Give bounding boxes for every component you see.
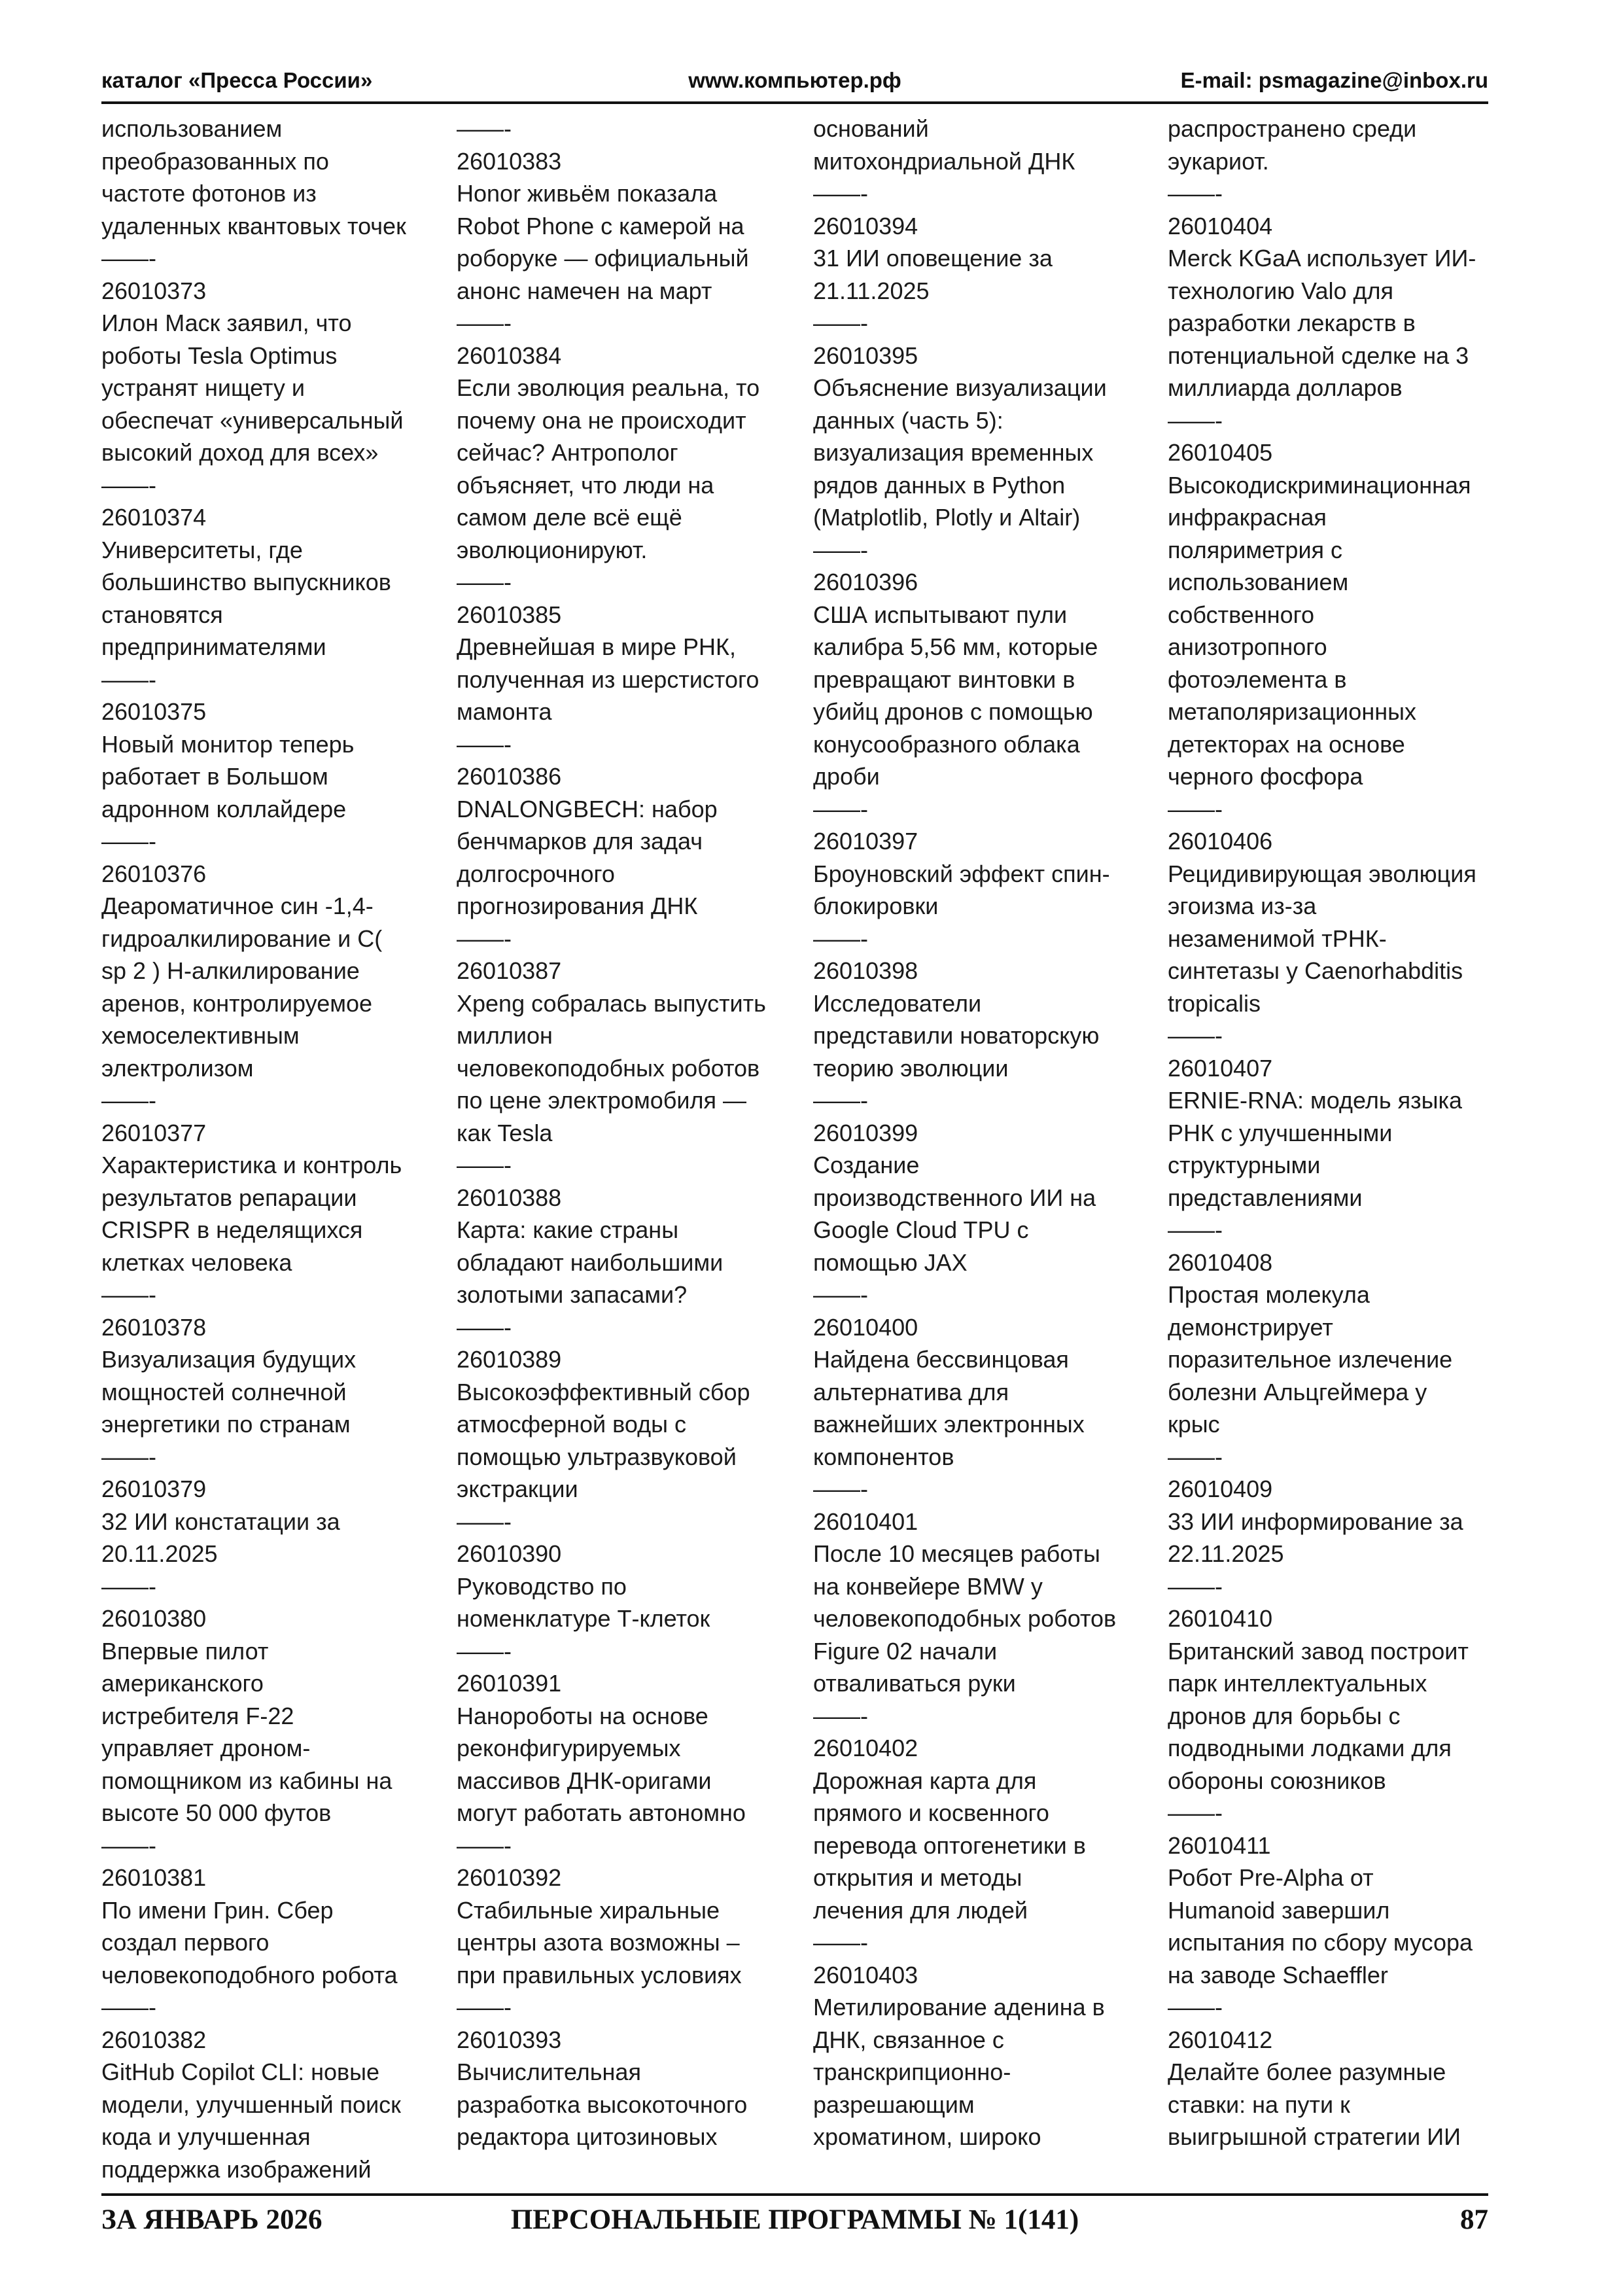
text-line: миллион bbox=[457, 1022, 553, 1049]
entry-separator: ——- bbox=[457, 1637, 512, 1665]
text-line: обеспечат «универсальный bbox=[101, 406, 404, 434]
entry-number: 26010395 bbox=[813, 342, 918, 369]
text-line: данных (часть 5): bbox=[813, 406, 1003, 434]
entry-number: 26010391 bbox=[457, 1670, 562, 1697]
text-line: энергетики по странам bbox=[101, 1411, 351, 1438]
text-line: отваливаться руки bbox=[813, 1670, 1016, 1697]
entry-number: 26010390 bbox=[457, 1540, 562, 1567]
text-line: испытания по сбору мусора bbox=[1168, 1929, 1473, 1956]
entry-number: 26010401 bbox=[813, 1508, 918, 1535]
text-line: распространено среди bbox=[1168, 115, 1417, 142]
entry-number: 26010375 bbox=[101, 698, 207, 725]
page-footer bbox=[101, 2197, 1488, 2243]
text-line: черного фосфора bbox=[1168, 763, 1363, 790]
text-line: технологию Valo для bbox=[1168, 277, 1393, 304]
text-line: управляет дроном- bbox=[101, 1735, 311, 1761]
entry-separator: ——- bbox=[813, 1475, 868, 1502]
entry-separator: ——- bbox=[1168, 180, 1223, 207]
text-line: самом деле всё ещё bbox=[457, 504, 682, 531]
text-line: Если эволюция реальна, то bbox=[457, 374, 760, 401]
text-line: DNALONGBECH: набор bbox=[457, 795, 718, 822]
text-line: Характеристика и контроль bbox=[101, 1152, 402, 1178]
text-line: (Matplotlib, Plotly и Altair) bbox=[813, 504, 1081, 531]
header-email: E-mail: psmagazine@inbox.ru bbox=[1180, 68, 1488, 92]
text-line: модели, улучшенный поиск bbox=[101, 2091, 401, 2118]
text-line: прямого и косвенного bbox=[813, 1799, 1049, 1826]
text-line: убийц дронов с помощью bbox=[813, 698, 1093, 725]
entry-number: 26010405 bbox=[1168, 439, 1273, 466]
text-line: золотыми запасами? bbox=[457, 1281, 688, 1308]
text-line: ERNIE-RNA: модель языка bbox=[1168, 1087, 1463, 1114]
text-line: конусообразного облака bbox=[813, 730, 1080, 758]
entry-separator: ——- bbox=[101, 1831, 156, 1859]
entry-number: 26010396 bbox=[813, 569, 918, 595]
entry-separator: ——- bbox=[1168, 1022, 1223, 1049]
text-line: поляриметрия с bbox=[1168, 536, 1343, 563]
text-line: мощностей солнечной bbox=[101, 1378, 347, 1405]
text-line: помощью ультразвуковой bbox=[457, 1443, 737, 1470]
entry-number: 26010387 bbox=[457, 957, 562, 984]
entry-separator: ——- bbox=[813, 180, 868, 207]
text-line: митохондриальной ДНК bbox=[813, 147, 1075, 175]
entry-number: 26010407 bbox=[1168, 1054, 1273, 1082]
text-line: предпринимателями bbox=[101, 633, 326, 660]
article-columns bbox=[101, 113, 1492, 2193]
text-line: человекоподобного робота bbox=[101, 1961, 398, 1988]
text-line: превращают винтовки в bbox=[813, 665, 1075, 693]
entry-number: 26010386 bbox=[457, 763, 562, 790]
text-line: удаленных квантовых точек bbox=[101, 212, 406, 239]
header-catalog: каталог «Пресса России» bbox=[101, 68, 373, 92]
entry-separator: ——- bbox=[1168, 795, 1223, 822]
text-line: 33 ИИ информирование за bbox=[1168, 1508, 1463, 1535]
text-line: структурными bbox=[1168, 1152, 1321, 1178]
text-line: аренов, контролируемое bbox=[101, 989, 373, 1017]
text-line: По имени Грин. Сбер bbox=[101, 1896, 334, 1924]
entry-number: 26010403 bbox=[813, 1961, 918, 1988]
text-line: как Tesla bbox=[457, 1119, 553, 1146]
text-line: атмосферной воды с bbox=[457, 1411, 686, 1438]
entry-number: 26010374 bbox=[101, 504, 207, 531]
entry-number: 26010380 bbox=[101, 1605, 207, 1632]
header-rule bbox=[101, 101, 1488, 104]
text-line: болезни Альцгеймера у bbox=[1168, 1378, 1427, 1405]
text-line: метаполяризационных bbox=[1168, 698, 1416, 725]
entry-separator: ——- bbox=[1168, 1994, 1223, 2021]
text-line: экстракции bbox=[457, 1475, 578, 1502]
entry-separator: ——- bbox=[813, 925, 868, 952]
text-line: могут работать автономно bbox=[457, 1799, 746, 1826]
text-line: Деароматичное син -1,4- bbox=[101, 892, 374, 919]
text-line: помощником из кабины на bbox=[101, 1767, 393, 1794]
entry-separator: ——- bbox=[457, 309, 512, 336]
text-line: эукариот. bbox=[1168, 147, 1269, 175]
text-line: американского bbox=[101, 1670, 264, 1697]
text-line: Создание bbox=[813, 1152, 920, 1178]
entry-number: 26010410 bbox=[1168, 1605, 1273, 1632]
text-line: номенклатуре Т-клеток bbox=[457, 1605, 710, 1632]
text-line: клетках человека bbox=[101, 1248, 292, 1276]
text-line: 22.11.2025 bbox=[1168, 1540, 1284, 1567]
text-line: демонстрирует bbox=[1168, 1313, 1333, 1341]
text-line: После 10 месяцев работы bbox=[813, 1540, 1100, 1567]
text-line: мамонта bbox=[457, 698, 552, 725]
text-line: хемоселективным bbox=[101, 1022, 300, 1049]
text-line: массивов ДНК-оригами bbox=[457, 1767, 712, 1794]
text-line: эволюционируют. bbox=[457, 536, 648, 563]
entry-separator: ——- bbox=[101, 245, 156, 272]
text-line: tropicalis bbox=[1168, 989, 1261, 1017]
entry-separator: ——- bbox=[813, 1702, 868, 1729]
entry-number: 26010382 bbox=[101, 2026, 207, 2053]
text-line: центры азота возможны – bbox=[457, 1929, 740, 1956]
text-line: 32 ИИ констатации за bbox=[101, 1508, 340, 1535]
text-line: оснований bbox=[813, 115, 929, 142]
text-line: Исследователи bbox=[813, 989, 982, 1017]
entry-separator: ——- bbox=[101, 471, 156, 499]
text-line: представили новаторскую bbox=[813, 1022, 1100, 1049]
text-line: представлениями bbox=[1168, 1184, 1363, 1211]
header-website: www.компьютер.рф bbox=[688, 68, 901, 92]
entry-separator: ——- bbox=[813, 795, 868, 822]
text-line: выигрышной стратегии ИИ bbox=[1168, 2123, 1461, 2150]
page-header bbox=[101, 64, 1488, 97]
text-line: по цене электромобиля — bbox=[457, 1087, 746, 1114]
text-line: ставки: на пути к bbox=[1168, 2091, 1350, 2118]
text-line: человекоподобных роботов bbox=[457, 1054, 760, 1082]
text-line: эгоизма из-за bbox=[1168, 892, 1317, 919]
text-line: высокий доход для всех» bbox=[101, 439, 379, 466]
text-line: работает в Большом bbox=[101, 763, 328, 790]
text-line: собственного bbox=[1168, 601, 1315, 628]
text-line: ДНК, связанное с bbox=[813, 2026, 1004, 2053]
text-line: Впервые пилот bbox=[101, 1637, 269, 1665]
text-line: парк интеллектуальных bbox=[1168, 1670, 1427, 1697]
text-line: незаменимой тРНК- bbox=[1168, 925, 1387, 952]
entry-number: 26010399 bbox=[813, 1119, 918, 1146]
entry-number: 26010379 bbox=[101, 1475, 207, 1502]
text-line: долгосрочного bbox=[457, 860, 615, 887]
text-line: поразительное излечение bbox=[1168, 1346, 1453, 1373]
entry-number: 26010409 bbox=[1168, 1475, 1273, 1502]
entry-separator: ——- bbox=[813, 309, 868, 336]
column-2 bbox=[457, 113, 787, 2153]
text-line: Дорожная карта для bbox=[813, 1767, 1037, 1794]
text-line: истребителя F-22 bbox=[101, 1702, 294, 1729]
text-line: детекторах на основе bbox=[1168, 730, 1405, 758]
text-line: Древнейшая в мире РНК, bbox=[457, 633, 736, 660]
page-number: 87 bbox=[1460, 2204, 1488, 2235]
entry-number: 26010381 bbox=[101, 1864, 207, 1891]
text-line: преобразованных по bbox=[101, 147, 329, 175]
text-line: результатов репарации bbox=[101, 1184, 357, 1211]
text-line: США испытывают пули bbox=[813, 601, 1068, 628]
text-line: фотоэлемента в bbox=[1168, 665, 1347, 693]
entry-separator: ——- bbox=[1168, 406, 1223, 434]
text-line: гидроалкилирование и С( bbox=[101, 925, 383, 952]
text-line: использованием bbox=[101, 115, 283, 142]
column-3 bbox=[813, 113, 1143, 2153]
text-line: 31 ИИ оповещение за bbox=[813, 245, 1053, 272]
entry-number: 26010394 bbox=[813, 212, 918, 239]
text-line: перевода оптогенетики в bbox=[813, 1831, 1086, 1859]
text-line: устранят нищету и bbox=[101, 374, 305, 401]
entry-separator: ——- bbox=[457, 1313, 512, 1341]
text-line: создал первого bbox=[101, 1929, 270, 1956]
text-line: Броуновский эффект спин- bbox=[813, 860, 1110, 887]
entry-separator: ——- bbox=[101, 1087, 156, 1114]
text-line: объясняет, что люди на bbox=[457, 471, 714, 499]
column-1 bbox=[101, 113, 432, 2185]
text-line: подводными лодками для bbox=[1168, 1735, 1452, 1761]
text-line: 21.11.2025 bbox=[813, 277, 930, 304]
text-line: адронном коллайдере bbox=[101, 795, 347, 822]
text-line: хроматином, широко bbox=[813, 2123, 1041, 2150]
entry-number: 26010412 bbox=[1168, 2026, 1273, 2053]
text-line: дронов для борьбы с bbox=[1168, 1702, 1401, 1729]
entry-number: 26010373 bbox=[101, 277, 207, 304]
entry-separator: ——- bbox=[813, 536, 868, 563]
text-line: частоте фотонов из bbox=[101, 180, 317, 207]
entry-separator: ——- bbox=[457, 569, 512, 595]
text-line: помощью JAX bbox=[813, 1248, 968, 1276]
text-line: CRISPR в неделящихся bbox=[101, 1216, 363, 1243]
text-line: Университеты, где bbox=[101, 536, 303, 563]
entry-number: 26010400 bbox=[813, 1313, 918, 1341]
text-line: почему она не происходит bbox=[457, 406, 746, 434]
text-line: компонентов bbox=[813, 1443, 954, 1470]
text-line: на заводе Schaeffler bbox=[1168, 1961, 1388, 1988]
text-line: бенчмарков для задач bbox=[457, 828, 703, 855]
entry-separator: ——- bbox=[1168, 1216, 1223, 1243]
entry-number: 26010376 bbox=[101, 860, 207, 887]
text-line: полученная из шерстистого bbox=[457, 665, 759, 693]
text-line: миллиарда долларов bbox=[1168, 374, 1403, 401]
text-line: Merck KGaA использует ИИ- bbox=[1168, 245, 1476, 272]
text-line: синтетазы у Caenorhabditis bbox=[1168, 957, 1463, 984]
text-line: Humanoid завершил bbox=[1168, 1896, 1390, 1924]
entry-separator: ——- bbox=[457, 115, 512, 142]
entry-number: 26010378 bbox=[101, 1313, 207, 1341]
text-line: Визуализация будущих bbox=[101, 1346, 357, 1373]
text-line: реконфигурируемых bbox=[457, 1735, 681, 1761]
text-line: 20.11.2025 bbox=[101, 1540, 218, 1567]
footer-magazine-title: ПЕРСОНАЛЬНЫЕ ПРОГРАММЫ № 1(141) bbox=[510, 2204, 1079, 2235]
text-line: производственного ИИ на bbox=[813, 1184, 1096, 1211]
entry-separator: ——- bbox=[101, 1994, 156, 2021]
text-line: при правильных условиях bbox=[457, 1961, 742, 1988]
text-line: GitHub Copilot CLI: новые bbox=[101, 2058, 380, 2085]
entry-number: 26010406 bbox=[1168, 828, 1273, 855]
text-line: становятся bbox=[101, 601, 223, 628]
text-line: РНК с улучшенными bbox=[1168, 1119, 1393, 1146]
entry-separator: ——- bbox=[457, 1831, 512, 1859]
text-line: рядов данных в Python bbox=[813, 471, 1066, 499]
text-line: sp 2 ) Н-алкилирование bbox=[101, 957, 360, 984]
entry-number: 26010393 bbox=[457, 2026, 562, 2053]
entry-separator: ——- bbox=[457, 730, 512, 758]
text-line: транскрипционно- bbox=[813, 2058, 1011, 2085]
text-line: сейчас? Антрополог bbox=[457, 439, 678, 466]
text-line: Высокодискриминационная bbox=[1168, 471, 1471, 499]
entry-separator: ——- bbox=[457, 925, 512, 952]
text-line: большинство выпускников bbox=[101, 569, 391, 595]
entry-separator: ——- bbox=[101, 1443, 156, 1470]
text-line: Объяснение визуализации bbox=[813, 374, 1107, 401]
text-line: Найдена бессвинцовая bbox=[813, 1346, 1069, 1373]
entry-number: 26010408 bbox=[1168, 1248, 1273, 1276]
text-line: человекоподобных роботов bbox=[813, 1605, 1117, 1632]
entry-number: 26010404 bbox=[1168, 212, 1273, 239]
entry-number: 26010384 bbox=[457, 342, 562, 369]
text-line: инфракрасная bbox=[1168, 504, 1327, 531]
text-line: Рецидивирующая эволюция bbox=[1168, 860, 1476, 887]
text-line: Робот Pre-Alpha от bbox=[1168, 1864, 1374, 1891]
entry-number: 26010397 bbox=[813, 828, 918, 855]
text-line: прогнозирования ДНК bbox=[457, 892, 698, 919]
text-line: роборуке — официальный bbox=[457, 245, 749, 272]
entry-separator: ——- bbox=[813, 1281, 868, 1308]
text-line: редактора цитозиновых bbox=[457, 2123, 718, 2150]
footer-rule bbox=[101, 2193, 1488, 2196]
text-line: блокировки bbox=[813, 892, 939, 919]
entry-separator: ——- bbox=[101, 665, 156, 693]
text-line: Honor живьём показала bbox=[457, 180, 718, 207]
entry-number: 26010383 bbox=[457, 147, 562, 175]
text-line: Robot Phone с камерой на bbox=[457, 212, 744, 239]
text-line: Карта: какие страны bbox=[457, 1216, 679, 1243]
text-line: Вычислительная bbox=[457, 2058, 641, 2085]
text-line: кода и улучшенная bbox=[101, 2123, 311, 2150]
text-line: обладают наибольшими bbox=[457, 1248, 724, 1276]
text-line: Figure 02 начали bbox=[813, 1637, 998, 1665]
entry-number: 26010411 bbox=[1168, 1831, 1271, 1859]
text-line: альтернатива для bbox=[813, 1378, 1009, 1405]
text-line: Делайте более разумные bbox=[1168, 2058, 1446, 2085]
text-line: калибра 5,56 мм, которые bbox=[813, 633, 1098, 660]
entry-separator: ——- bbox=[1168, 1799, 1223, 1826]
text-line: крыс bbox=[1168, 1411, 1220, 1438]
entry-separator: ——- bbox=[1168, 1572, 1223, 1600]
text-line: Новый монитор теперь bbox=[101, 730, 355, 758]
entry-separator: ——- bbox=[813, 1087, 868, 1114]
entry-separator: ——- bbox=[101, 1572, 156, 1600]
entry-number: 26010398 bbox=[813, 957, 918, 984]
entry-separator: ——- bbox=[457, 1152, 512, 1178]
column-4 bbox=[1168, 113, 1498, 2153]
text-line: разработки лекарств в bbox=[1168, 309, 1416, 336]
text-line: лечения для людей bbox=[813, 1896, 1028, 1924]
entry-number: 26010388 bbox=[457, 1184, 562, 1211]
text-line: визуализация временных bbox=[813, 439, 1094, 466]
entry-number: 26010389 bbox=[457, 1346, 562, 1373]
text-line: анонс намечен на март bbox=[457, 277, 712, 304]
text-line: Руководство по bbox=[457, 1572, 627, 1600]
entry-number: 26010377 bbox=[101, 1119, 207, 1146]
text-line: Илон Маск заявил, что bbox=[101, 309, 352, 336]
text-line: Простая молекула bbox=[1168, 1281, 1370, 1308]
entry-separator: ——- bbox=[457, 1508, 512, 1535]
text-line: Стабильные хиральные bbox=[457, 1896, 720, 1924]
text-line: открытия и методы bbox=[813, 1864, 1022, 1891]
entry-separator: ——- bbox=[1168, 1443, 1223, 1470]
entry-number: 26010392 bbox=[457, 1864, 562, 1891]
entry-separator: ——- bbox=[101, 828, 156, 855]
text-line: Нанороботы на основе bbox=[457, 1702, 708, 1729]
text-line: обороны союзников bbox=[1168, 1767, 1386, 1794]
entry-separator: ——- bbox=[101, 1281, 156, 1308]
text-line: Британский завод построит bbox=[1168, 1637, 1469, 1665]
text-line: Xpeng собралась выпустить bbox=[457, 989, 766, 1017]
text-line: использованием bbox=[1168, 569, 1349, 595]
text-line: Google Cloud TPU с bbox=[813, 1216, 1029, 1243]
text-line: важнейших электронных bbox=[813, 1411, 1085, 1438]
entry-separator: ——- bbox=[457, 1994, 512, 2021]
text-line: анизотропного bbox=[1168, 633, 1327, 660]
entry-separator: ——- bbox=[813, 1929, 868, 1956]
entry-number: 26010402 bbox=[813, 1735, 918, 1761]
text-line: Высокоэффективный сбор bbox=[457, 1378, 750, 1405]
footer-issue-date: ЗА ЯНВАРЬ 2026 bbox=[101, 2204, 323, 2235]
text-line: высоте 50 000 футов bbox=[101, 1799, 332, 1826]
text-line: роботы Tesla Optimus bbox=[101, 342, 338, 369]
entry-number: 26010385 bbox=[457, 601, 562, 628]
text-line: потенциальной сделке на 3 bbox=[1168, 342, 1469, 369]
text-line: поддержка изображений bbox=[101, 2155, 372, 2183]
text-line: разрешающим bbox=[813, 2091, 975, 2118]
text-line: дроби bbox=[813, 763, 880, 790]
text-line: электролизом bbox=[101, 1054, 254, 1082]
text-line: на конвейере BMW у bbox=[813, 1572, 1043, 1600]
text-line: разработка высокоточного bbox=[457, 2091, 748, 2118]
text-line: Метилирование аденина в bbox=[813, 1994, 1105, 2021]
text-line: теорию эволюции bbox=[813, 1054, 1009, 1082]
